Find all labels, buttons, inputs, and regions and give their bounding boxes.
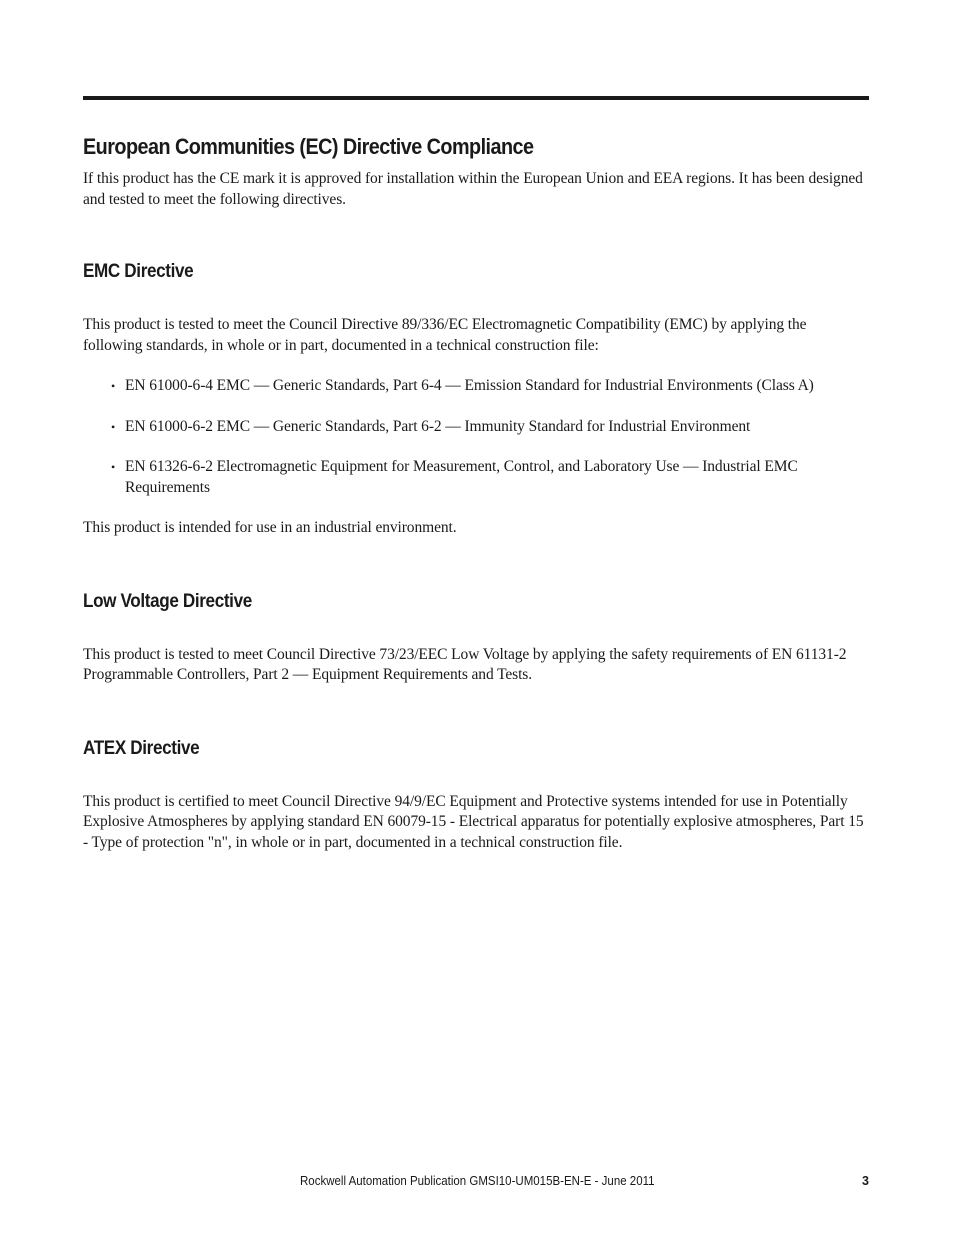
section-body-atex: This product is certified to meet Council Directive 94/9/EC Equipment and Protective systems intended for use in Potentially Explosive Atmospheres by applying standard EN 60079-15 - Electrical apparatus for potentially explosive atmospheres, Part 15 - Type of protection "n", in whole or in part, documented in a technical construction file. xyxy=(83,792,864,851)
header-rule xyxy=(83,96,869,100)
section-closing-emc: This product is intended for use in an industrial environment. xyxy=(83,519,457,536)
bullet-icon: • xyxy=(111,460,116,474)
section-body-low-voltage: This product is tested to meet Council Directive 73/23/EEC Low Voltage by applying the safety requirements of EN 61131-2 Programmable Controllers, Part 2 — Equipment Requirements and Tests. xyxy=(83,645,847,683)
section-heading-low-voltage: Low Voltage Directive xyxy=(83,590,252,612)
footer-publication: Rockwell Automation Publication GMSI10-UM015B-EN-E - June 2011 xyxy=(300,1174,655,1188)
section-emc-directive xyxy=(83,259,869,539)
bullet-icon: • xyxy=(111,419,116,434)
section-heading-emc: EMC Directive xyxy=(83,261,194,282)
footer-page-number: 3 xyxy=(862,1174,869,1188)
section-atex-directive xyxy=(83,736,869,854)
page-title: European Communities (EC) Directive Compliance xyxy=(83,134,534,159)
page-content xyxy=(83,130,869,853)
section-low-voltage-directive xyxy=(83,589,869,686)
list-item xyxy=(83,417,869,438)
list-item xyxy=(83,376,869,397)
list-item-text: EN 61000-6-2 EMC — Generic Standards, Part 6-2 — Immunity Standard for Industrial Environment xyxy=(125,417,751,435)
section-body-emc: This product is tested to meet the Council Directive 89/336/EC Electromagnetic Compatibility (EMC) by applying the following standards, in whole or in part, documented in a technical construction file: xyxy=(83,316,807,354)
list-item-text: EN 61326-6-2 Electromagnetic Equipment for Measurement, Control, and Laboratory Use — Industrial EMC Requirements xyxy=(125,458,798,496)
emc-standards-list xyxy=(83,376,869,498)
intro-paragraph: If this product has the CE mark it is approved for installation within the European Union and EEA regions. It has been designed and tested to meet the following directives. xyxy=(83,170,863,208)
section-heading-atex: ATEX Directive xyxy=(83,737,200,759)
bullet-icon: • xyxy=(111,379,116,393)
list-item-text: EN 61000-6-4 EMC — Generic Standards, Part 6-4 — Emission Standard for Industrial Environments (Class A) xyxy=(125,377,814,394)
list-item xyxy=(83,457,869,498)
